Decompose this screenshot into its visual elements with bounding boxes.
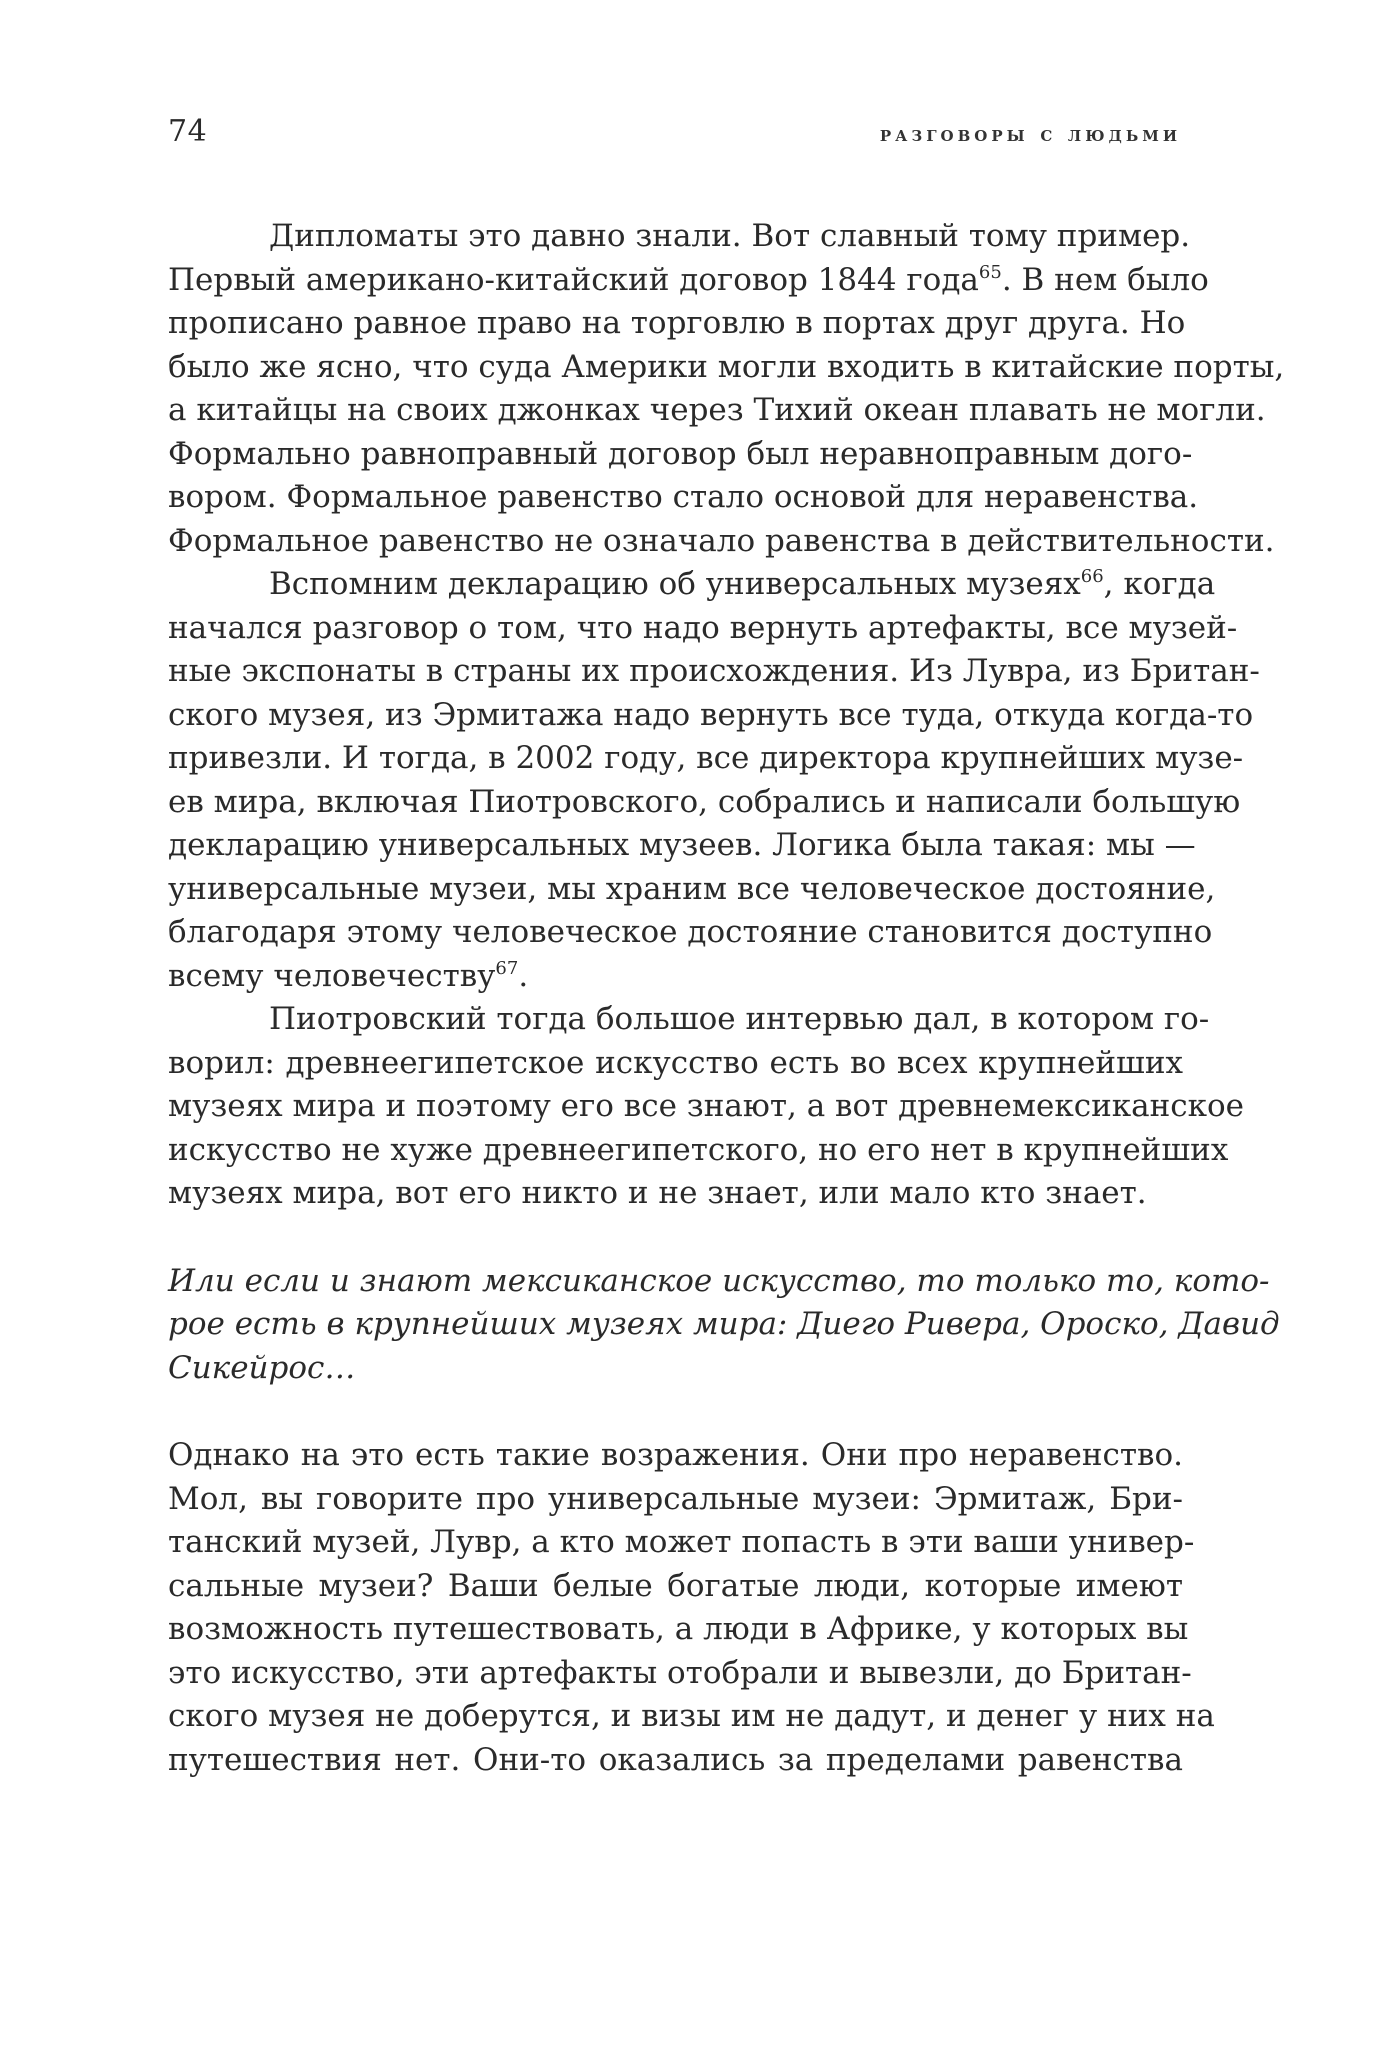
paragraph	[168, 215, 1285, 563]
text-line: Или если и знают мексиканское искусство, то только то, кото-	[168, 1262, 1270, 1299]
text-line: музеях мира, вот его никто и не знает, или мало кто знает.	[168, 1175, 1147, 1211]
footnote-ref[interactable]: 66	[1080, 566, 1104, 587]
paragraph	[168, 563, 1260, 998]
text-line: начался разговор о том, что надо вернуть артефакты, все музей-	[168, 609, 1238, 646]
text-line: искусство не хуже древнеегипетского, но его нет в крупнейших	[168, 1131, 1229, 1168]
text-line: всему человечеству$^{67}$.	[168, 957, 529, 994]
text-line: благодаря этому человеческое достояние становится доступно	[168, 914, 1213, 950]
text-line: Сикейрос…	[168, 1349, 356, 1386]
text-line: это искусство, эти артефакты отобрали и вывезли, до Британ-	[168, 1654, 1192, 1691]
footnote-ref[interactable]: 67	[495, 957, 519, 979]
text-line: декларацию универсальных музеев. Логика была такая: мы —	[168, 827, 1196, 863]
text-line: прописано равное право на торговлю в портах друг друга. Но	[168, 305, 1186, 341]
text-line: Пиотровский тогда большое интервью дал, в котором го-	[269, 1001, 1210, 1037]
running-head: разговоры с людьми	[879, 121, 1181, 147]
text-line: путешествия нет. Они-то оказались за пределами равенства	[168, 1741, 1183, 1778]
text-line: сальные музеи? Ваши белые богатые люди, которые имеют	[168, 1567, 1183, 1604]
text-line: универсальные музеи, мы храним все человеческое достояние,	[168, 870, 1216, 907]
text-line: ные экспонаты в страны их происхождения. Из Лувра, из Британ-	[168, 653, 1260, 689]
text-line: Вспомним декларацию об универсальных музеях$^{66}$, когда	[269, 566, 1216, 602]
text-line: танский музей, Лувр, а кто может попасть в эти ваши универ-	[168, 1524, 1195, 1560]
text-line: было же ясно, что суда Америки могли входить в китайские порты,	[168, 348, 1285, 385]
text-line: ского музея не доберутся, и визы им не дадут, и денег у них на	[168, 1698, 1215, 1734]
text-line: Однако на это есть такие возражения. Они про неравенство.	[168, 1437, 1183, 1473]
text-line: ского музея, из Эрмитажа надо вернуть все туда, откуда когда-то	[168, 696, 1254, 733]
paragraph	[168, 1434, 1215, 1782]
page-number: 74	[168, 114, 208, 149]
text-line: рое есть в крупнейших музеях мира: Диего Ривера, Ороско, Давид	[168, 1306, 1280, 1342]
text-line: Первый американо-китайский договор 1844 года$^{65}$. В нем было	[168, 261, 1209, 298]
text-line: Мол, вы говорите про универсальные музеи: Эрмитаж, Бри-	[168, 1480, 1183, 1517]
text-line: Дипломаты это давно знали. Вот славный тому пример.	[269, 218, 1191, 254]
text-line: вором. Формальное равенство стало основой для неравенства.	[168, 479, 1199, 515]
text-line: а китайцы на своих джонках через Тихий океан плавать не могли.	[168, 392, 1266, 428]
footnote-ref[interactable]: 65	[978, 261, 1002, 283]
text-line: ев мира, включая Пиотровского, собрались и написали большую	[168, 783, 1241, 820]
paragraph-gap	[168, 1216, 1183, 1260]
text-line: возможность путешествовать, а люди в Африке, у которых вы	[168, 1611, 1189, 1647]
paragraph-gap	[168, 1390, 1183, 1434]
body-text	[168, 215, 1285, 1782]
interviewer-question	[168, 1260, 1280, 1391]
text-line: привезли. И тогда, в 2002 году, все директора крупнейших музе-	[168, 740, 1244, 776]
text-line: музеях мира и поэтому его все знают, а вот древнемексиканское	[168, 1088, 1245, 1124]
text-line: ворил: древнеегипетское искусство есть во всех крупнейших	[168, 1044, 1183, 1081]
text-line: Формальное равенство не означало равенства в действительности.	[168, 522, 1275, 559]
text-line: Формально равноправный договор был неравноправным дого-	[168, 435, 1193, 472]
paragraph	[168, 998, 1245, 1216]
